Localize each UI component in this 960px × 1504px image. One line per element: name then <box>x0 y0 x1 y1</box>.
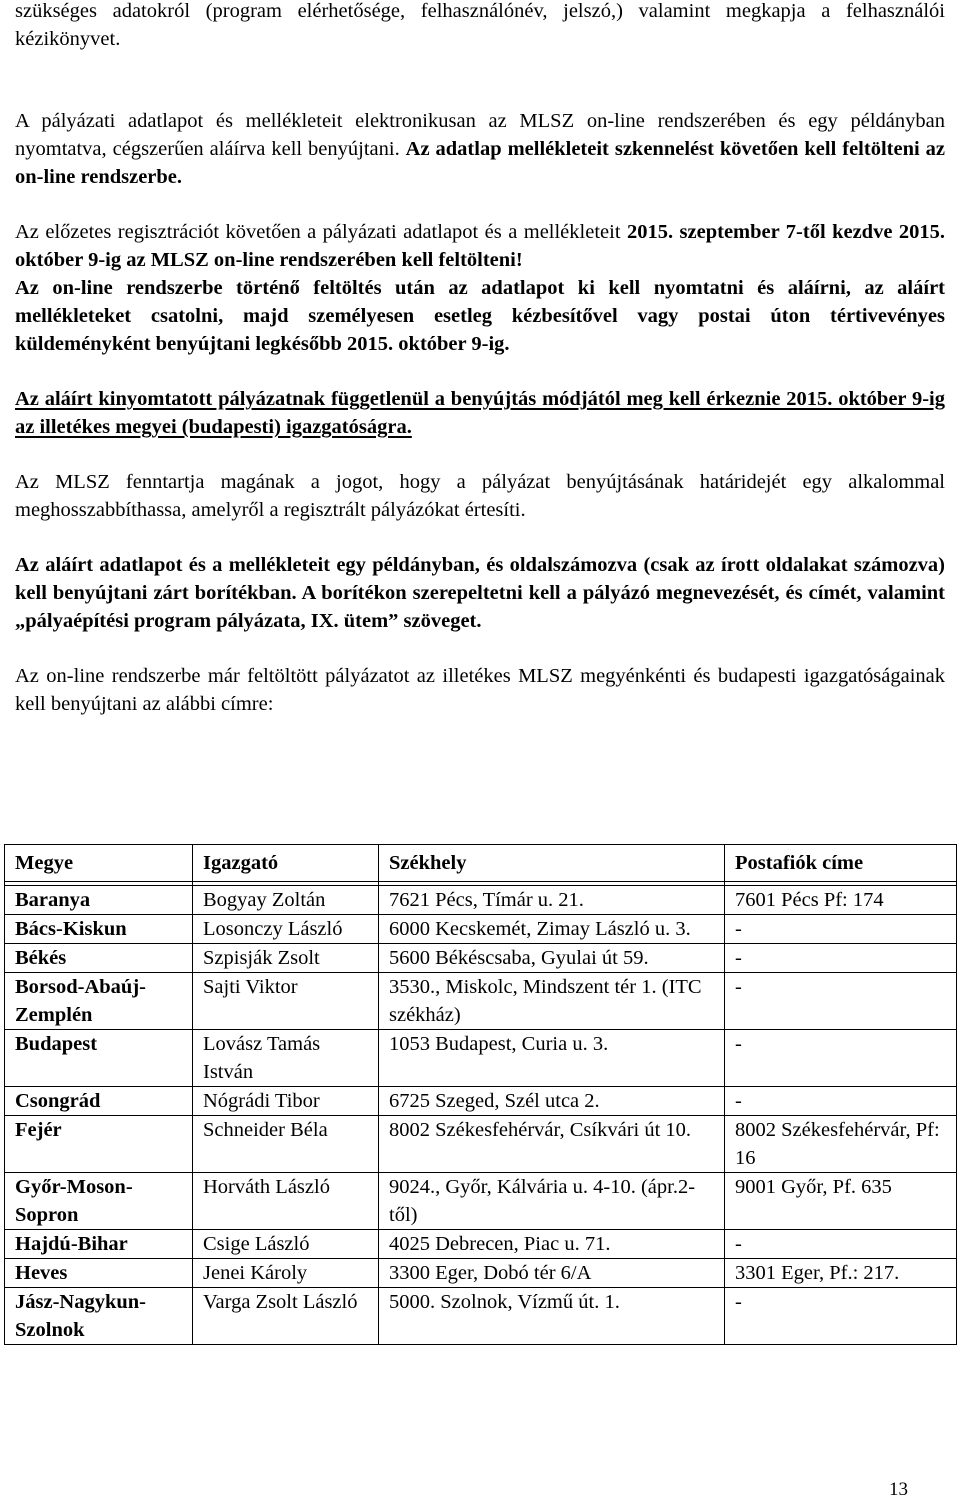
header-pobox: Postafiók címe <box>725 845 957 882</box>
table-row <box>5 973 957 1030</box>
table-row <box>5 1173 957 1230</box>
cell-pobox: - <box>725 944 957 973</box>
cell-county: Heves <box>5 1259 193 1288</box>
paragraph-3 <box>15 218 945 274</box>
cell-director: Nógrádi Tibor <box>193 1087 379 1116</box>
cell-director: Sajti Viktor <box>193 973 379 1030</box>
paragraph-5: Az aláírt kinyomtatott pályázatnak függetlenül a benyújtás módjától meg kell érkeznie 2015. október 9-ig az illetékes megyei (budapesti) igazgatóságra. <box>15 388 945 438</box>
paragraph-1: szükséges adatokról (program elérhetősége, felhasználónév, jelszó,) valamint megkapja a felhasználói kézikönyvet. <box>15 0 945 50</box>
cell-address: 6725 Szeged, Szél utca 2. <box>379 1087 725 1116</box>
cell-pobox: 9001 Győr, Pf. 635 <box>725 1173 957 1230</box>
cell-director: Lovász Tamás István <box>193 1030 379 1087</box>
cell-pobox: - <box>725 1030 957 1087</box>
cell-pobox: - <box>725 973 957 1030</box>
cell-pobox: 7601 Pécs Pf: 174 <box>725 886 957 915</box>
table-body <box>5 882 957 1345</box>
header-county: Megye <box>5 845 193 882</box>
paragraph-4: Az on-line rendszerbe történő feltöltés után az adatlapot ki kell nyomtatni és aláírni, az aláírt mellékleteket csatolni, majd személyesen esetleg kézbesítővel vagy postai úton tértivevényes küldeményként benyújtani legkésőbb 2015. október 9-ig. <box>15 277 945 355</box>
directorate-table <box>4 844 957 1345</box>
paragraph-3-text: Az előzetes regisztrációt követően a pályázati adatlapot és a mellékleteit <box>15 221 627 243</box>
cell-pobox: - <box>725 1230 957 1259</box>
cell-address: 8002 Székesfehérvár, Csíkvári út 10. <box>379 1116 725 1173</box>
cell-county: Békés <box>5 944 193 973</box>
cell-address: 5600 Békéscsaba, Gyulai út 59. <box>379 944 725 973</box>
table-row <box>5 1230 957 1259</box>
cell-county: Hajdú-Bihar <box>5 1230 193 1259</box>
cell-county: Győr-Moson-Sopron <box>5 1173 193 1230</box>
table-header-row <box>5 845 957 882</box>
table-row <box>5 1288 957 1345</box>
paragraph-2-text: A pályázati adatlapot és mellékleteit elektronikusan az MLSZ on-line rendszerében és egy példányban nyomtatva, cégszerűen aláírva kell benyújtani. <box>15 110 945 160</box>
header-address: Székhely <box>379 845 725 882</box>
header-director: Igazgató <box>193 845 379 882</box>
cell-pobox: 8002 Székesfehérvár, Pf: 16 <box>725 1116 957 1173</box>
cell-pobox: - <box>725 1087 957 1116</box>
cell-address: 3530., Miskolc, Mindszent tér 1. (ITC székház) <box>379 973 725 1030</box>
cell-director: Csige László <box>193 1230 379 1259</box>
cell-director: Varga Zsolt László <box>193 1288 379 1345</box>
cell-address: 5000. Szolnok, Vízmű út. 1. <box>379 1288 725 1345</box>
table-row <box>5 1116 957 1173</box>
cell-county: Bács-Kiskun <box>5 915 193 944</box>
cell-director: Schneider Béla <box>193 1116 379 1173</box>
paragraph-2-bold: Az adatlap mellékleteit szkennelést követően kell feltölteni az on-line rendszerbe. <box>15 138 945 188</box>
cell-county: Jász-Nagykun-Szolnok <box>5 1288 193 1345</box>
cell-director: Losonczy László <box>193 915 379 944</box>
table-row <box>5 915 957 944</box>
table-row <box>5 944 957 973</box>
paragraph-6: Az MLSZ fenntartja magának a jogot, hogy a pályázat benyújtásának határidejét egy alkalommal meghosszabbíthassa, amelyről a regisztrált pályázókat értesíti. <box>15 471 945 521</box>
cell-pobox: - <box>725 915 957 944</box>
cell-county: Csongrád <box>5 1087 193 1116</box>
table-row <box>5 1030 957 1087</box>
paragraph-3-bold: 2015. szeptember 7-től kezdve 2015. október 9-ig az MLSZ on-line rendszerében kell feltölteni! <box>15 221 945 271</box>
cell-director: Horváth László <box>193 1173 379 1230</box>
cell-address: 1053 Budapest, Curia u. 3. <box>379 1030 725 1087</box>
table-row <box>5 886 957 915</box>
cell-county: Budapest <box>5 1030 193 1087</box>
cell-county: Baranya <box>5 886 193 915</box>
table-row <box>5 1259 957 1288</box>
cell-address: 9024., Győr, Kálvária u. 4-10. (ápr.2-től) <box>379 1173 725 1230</box>
cell-director: Jenei Károly <box>193 1259 379 1288</box>
cell-address: 7621 Pécs, Tímár u. 21. <box>379 886 725 915</box>
cell-county: Borsod-Abaúj-Zemplén <box>5 973 193 1030</box>
paragraph-7: Az aláírt adatlapot és a mellékleteit egy példányban, és oldalszámozva (csak az írott oldalakat számozva) kell benyújtani zárt borítékban. A borítékon szerepeltetni kell a pályázó megnevezését, és címét, valamint „pályaépítési program pályázata, IX. ütem” szöveget. <box>15 554 945 632</box>
cell-county: Fejér <box>5 1116 193 1173</box>
cell-address: 6000 Kecskemét, Zimay László u. 3. <box>379 915 725 944</box>
cell-director: Bogyay Zoltán <box>193 886 379 915</box>
cell-address: 4025 Debrecen, Piac u. 71. <box>379 1230 725 1259</box>
table-row <box>5 1087 957 1116</box>
cell-director: Szpisják Zsolt <box>193 944 379 973</box>
page-number: 13 <box>889 1479 908 1500</box>
document-page <box>15 0 945 718</box>
cell-pobox: - <box>725 1288 957 1345</box>
paragraph-2 <box>15 107 945 191</box>
paragraph-8: Az on-line rendszerbe már feltöltött pályázatot az illetékes MLSZ megyénkénti és budapesti igazgatóságainak kell benyújtani az alábbi címre: <box>15 665 945 715</box>
cell-address: 3300 Eger, Dobó tér 6/A <box>379 1259 725 1288</box>
cell-pobox: 3301 Eger, Pf.: 217. <box>725 1259 957 1288</box>
